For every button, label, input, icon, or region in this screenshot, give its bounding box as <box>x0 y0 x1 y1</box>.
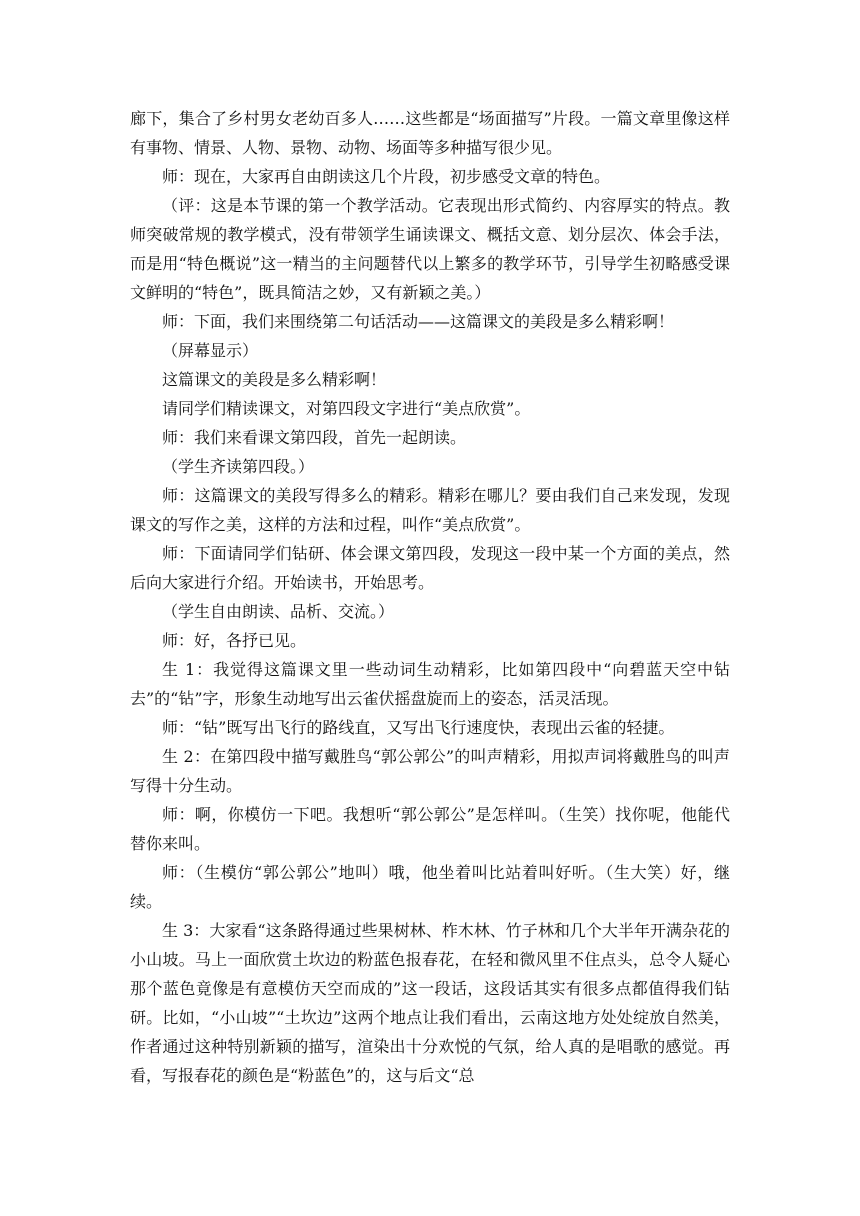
paragraph: 生 2：在第四段中描写戴胜鸟“郭公郭公”的叫声精彩，用拟声词将戴胜鸟的叫声写得十分生动。 <box>130 747 730 795</box>
paragraph: 师：好，各抒已见。 <box>162 631 307 650</box>
paragraph: （屏幕显示） <box>162 341 259 360</box>
paragraph: 师：（生模仿“郭公郭公”地叫）哦，他坐着叫比站着叫好听。（生大笑）好，继续。 <box>130 863 730 911</box>
paragraph: （评：这是本节课的第一个教学活动。它表现出形式简约、内容厚实的特点。教师突破常规的教学模式，没有带领学生诵读课文、概括文意、划分层次、体会手法，而是用“特色概说”这一精当的主问题替代以上繁多的教学环节，引导学生初略感受课文鲜明的“特色”，既具简洁之妙，又有新颖之美。） <box>130 196 730 302</box>
paragraph: 廊下，集合了乡村男女老幼百多人……这些都是“场面描写”片段。一篇文章里像这样有事物、情景、人物、景物、动物、场面等多种描写很少见。 <box>130 109 730 157</box>
paragraph: 师：“钻”既写出飞行的路线直，又写出飞行速度快，表现出云雀的轻捷。 <box>162 718 675 737</box>
paragraph: （学生自由朗读、品析、交流。） <box>162 602 395 621</box>
paragraph: 师：下面请同学们钻研、体会课文第四段，发现这一段中某一个方面的美点，然后向大家进行介绍。开始读书，开始思考。 <box>130 544 730 592</box>
paragraph: 师：现在，大家再自由朗读这几个片段，初步感受文章的特色。 <box>162 167 611 186</box>
paragraph: 师：啊，你模仿一下吧。我想听“郭公郭公”是怎样叫。（生笑）找你呢，他能代替你来叫。 <box>130 805 730 853</box>
paragraph: 这篇课文的美段是多么精彩啊！ <box>162 370 387 389</box>
paragraph: 生 1：我觉得这篇课文里一些动词生动精彩，比如第四段中“向碧蓝天空中钻去”的“钻”字，形象生动地写出云雀伏摇盘旋而上的姿态，活灵活现。 <box>130 660 730 708</box>
paragraph: 师：下面，我们来围绕第二句话活动——这篇课文的美段是多么精彩啊！ <box>162 312 675 331</box>
paragraph: 请同学们精读课文，对第四段文字进行“美点欣赏”。 <box>162 399 531 418</box>
document-body <box>130 104 730 1090</box>
paragraph: （学生齐读第四段。） <box>162 457 315 476</box>
paragraph: 生 3：大家看“这条路得通过些果树林、柞木林、竹子林和几个大半年开满杂花的小山坡。马上一面欣赏土坎边的粉蓝色报春花，在轻和微风里不住点头，总令人疑心那个蓝色竟像是有意模仿天空而成的”这一段话，这段话其实有很多点都值得我们钻研。比如，“小山坡”“土坎边”这两个地点让我们看出，云南这地方处处绽放自然美，作者通过这种特别新颖的描写，渲染出十分欢悦的气氛，给人真的是唱歌的感觉。再看，写报春花的颜色是“粉蓝色”的，这与后文“总 <box>130 921 730 1085</box>
paragraph: 师：我们来看课文第四段，首先一起朗读。 <box>162 428 467 447</box>
paragraph: 师：这篇课文的美段写得多么的精彩。精彩在哪儿？要由我们自己来发现，发现课文的写作之美，这样的方法和过程，叫作“美点欣赏”。 <box>130 486 730 534</box>
